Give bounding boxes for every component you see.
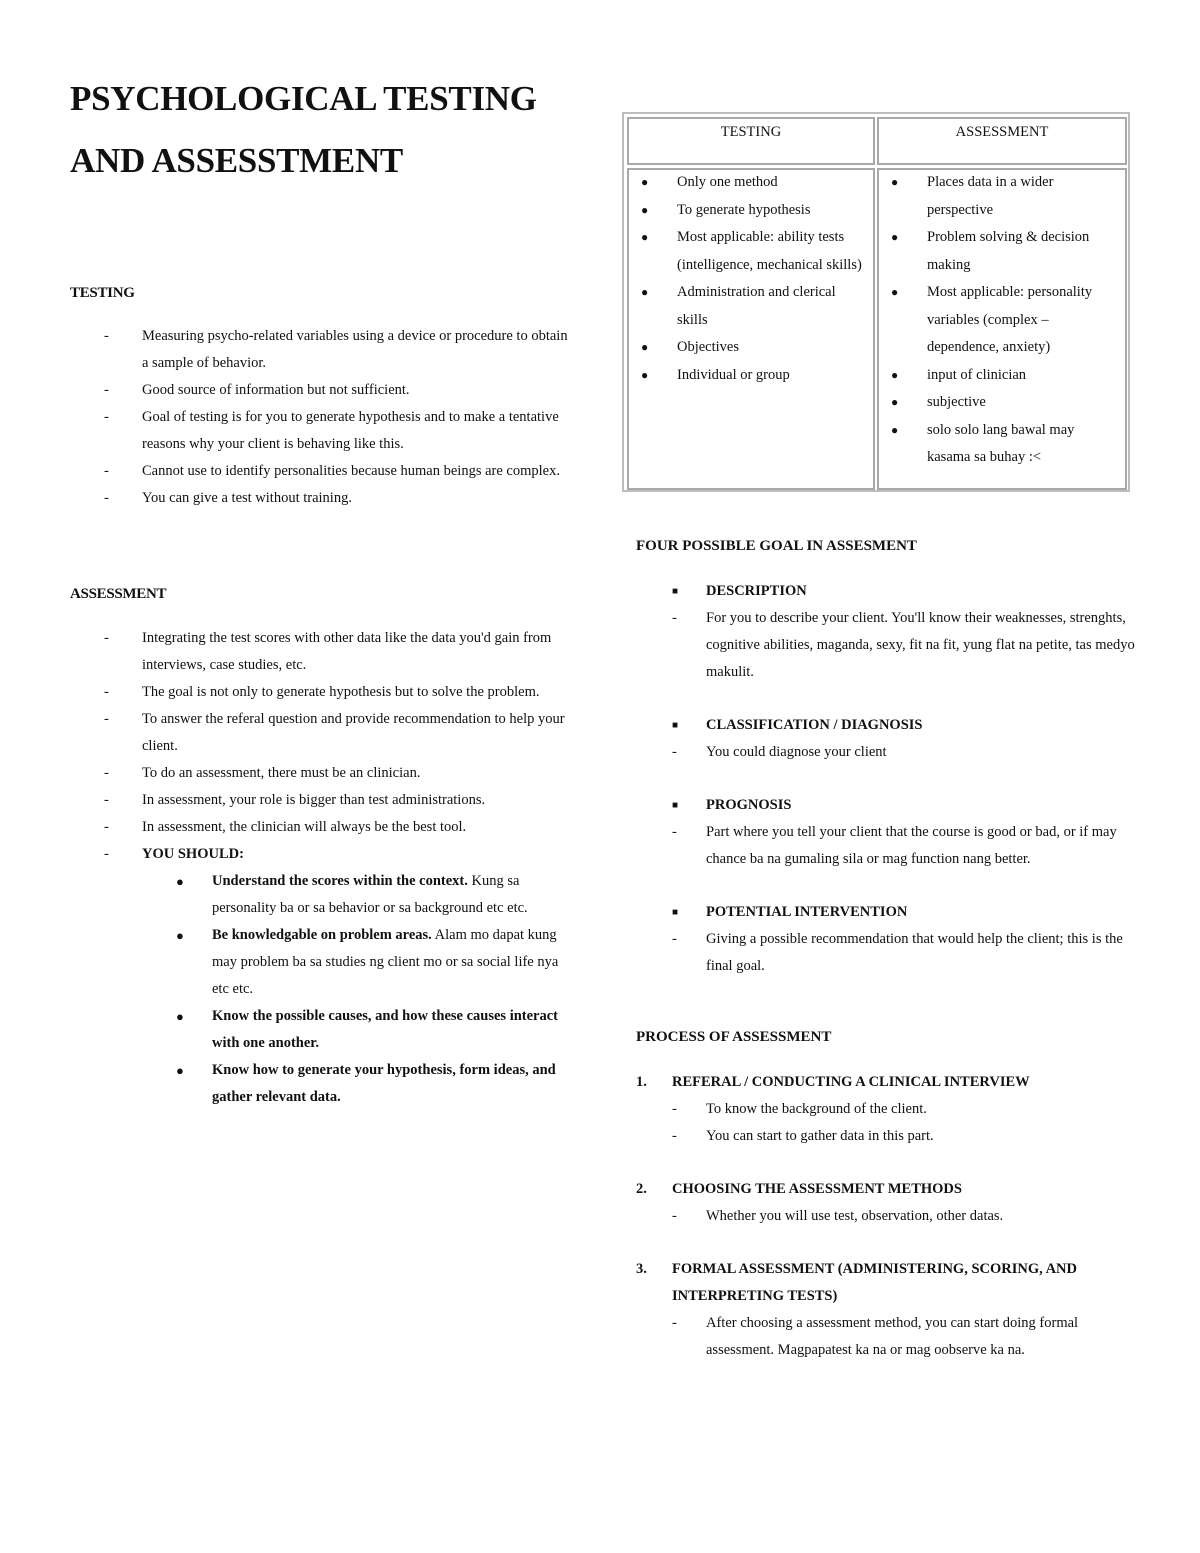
step-number: 2. xyxy=(636,1181,647,1197)
step-description: - To know the background of the client. xyxy=(636,1096,1136,1123)
bullet-icon: ● xyxy=(176,874,184,889)
you-should-list xyxy=(142,868,570,1111)
step-number: 3. xyxy=(636,1261,647,1277)
table-list-item: ● Most applicable: personality variables (complex – dependence, anxiety) xyxy=(879,279,1125,362)
spacer xyxy=(636,1150,1136,1176)
dash-marker: - xyxy=(104,382,109,398)
bullet-icon: ● xyxy=(641,367,649,382)
bullet-icon: ● xyxy=(891,422,899,437)
table-list-item: ● Objectives xyxy=(629,334,873,362)
process-steps-list xyxy=(636,1069,1136,1364)
process-heading: PROCESS OF ASSESSMENT xyxy=(636,1029,832,1045)
title-line-2: AND ASSESSTMENT xyxy=(70,141,403,180)
table-list-item: ● Places data in a wider perspective xyxy=(879,169,1125,224)
square-bullet-icon: ■ xyxy=(672,907,679,918)
table-header-assessment: ASSESSMENT xyxy=(877,117,1127,165)
list-item: - Integrating the test scores with other data like the data you'd gain from interviews, case studies, etc. xyxy=(70,625,570,679)
dash-marker: - xyxy=(104,684,109,700)
bullet-icon: ● xyxy=(891,230,899,244)
dash-marker: - xyxy=(672,824,677,840)
dash-marker: - xyxy=(672,1208,677,1224)
list-item-you-should: - YOU SHOULD: ● Understand the scores within the context. Kung sa personality ba or sa behavior or sa background etc etc. ● Be knowledgable on problem areas. Alam mo dapat kung may problem ba sa studies ng client mo or sa social life nya etc etc. ● Know the possible causes, and how these causes interact with one another. ● Know how to generate your hypothesis, form ideas, and gather relevant data. xyxy=(70,841,570,1111)
list-item: - You can give a test without training. xyxy=(70,485,570,512)
bullet-icon: ● xyxy=(891,395,899,409)
table-list-item: ● solo solo lang bawal may kasama sa buhay :< xyxy=(879,417,1125,472)
table-header-testing: TESTING xyxy=(627,117,875,165)
goal-title: ■ DESCRIPTION xyxy=(636,578,1136,605)
dash-marker: - xyxy=(672,610,677,626)
goals-heading: FOUR POSSIBLE GOAL IN ASSESMENT xyxy=(636,538,917,554)
step-title: 3. FORMAL ASSESSMENT (ADMINISTERING, SCORING, AND INTERPRETING TESTS) xyxy=(636,1256,1136,1310)
dash-marker: - xyxy=(104,846,109,862)
dash-marker: - xyxy=(104,765,109,781)
list-item: - The goal is not only to generate hypothesis but to solve the problem. xyxy=(70,679,570,706)
dash-marker: - xyxy=(672,931,677,947)
table-list-item: ● Most applicable: ability tests (intelligence, mechanical skills) xyxy=(629,224,873,279)
page-title xyxy=(70,68,537,192)
bullet-icon: ● xyxy=(891,367,899,382)
sub-list-item: ● Understand the scores within the context. Kung sa personality ba or sa behavior or sa background etc etc. xyxy=(142,868,570,922)
bullet-icon: ● xyxy=(176,1009,184,1024)
square-bullet-icon: ■ xyxy=(672,586,679,597)
dash-marker: - xyxy=(672,1128,677,1144)
table-cell-assessment xyxy=(877,168,1127,490)
bullet-icon: ● xyxy=(176,928,184,943)
list-item: - Measuring psycho-related variables using a device or procedure to obtain a sample of behavior. xyxy=(70,323,570,377)
bullet-icon: ● xyxy=(641,175,649,189)
table-list-item: ● Individual or group xyxy=(629,362,873,390)
goal-description: - For you to describe your client. You'll know their weaknesses, strenghts, cognitive abilities, maganda, sexy, fit na fit, yung flat na petite, tas medyo makulit. xyxy=(636,605,1136,686)
testing-heading: TESTING xyxy=(70,285,135,301)
bullet-icon: ● xyxy=(891,175,899,189)
sub-list-item: ● Know how to generate your hypothesis, form ideas, and gather relevant data. xyxy=(142,1057,570,1111)
sub-list-item: ● Be knowledgable on problem areas. Alam mo dapat kung may problem ba sa studies ng client mo or sa social life nya etc etc. xyxy=(142,922,570,1003)
spacer xyxy=(636,766,1136,792)
list-item: - Goal of testing is for you to generate hypothesis and to make a tentative reasons why your client is behaving like this. xyxy=(70,404,570,458)
testing-list xyxy=(70,323,570,512)
spacer xyxy=(636,873,1136,899)
bullet-icon: ● xyxy=(641,340,649,354)
bullet-icon: ● xyxy=(891,285,899,299)
bullet-icon: ● xyxy=(176,1063,184,1078)
dash-marker: - xyxy=(104,819,109,835)
goal-title: ■ PROGNOSIS xyxy=(636,792,1136,819)
square-bullet-icon: ■ xyxy=(672,800,679,811)
dash-marker: - xyxy=(672,1315,677,1331)
bullet-icon: ● xyxy=(641,230,649,244)
table-list-item: ● Only one method xyxy=(629,169,873,197)
table-list-item: ● Administration and clerical skills xyxy=(629,279,873,334)
table-list-item: ● To generate hypothesis xyxy=(629,197,873,225)
table-list-item: ● Problem solving & decision making xyxy=(879,224,1125,279)
dash-marker: - xyxy=(104,792,109,808)
goal-title: ■ CLASSIFICATION / DIAGNOSIS xyxy=(636,712,1136,739)
bullet-icon: ● xyxy=(641,285,649,299)
assessment-list xyxy=(70,625,570,1111)
list-item: - To answer the referal question and provide recommendation to help your client. xyxy=(70,706,570,760)
comparison-table xyxy=(622,112,1130,492)
goal-description: - You could diagnose your client xyxy=(636,739,1136,766)
sub-list-item: ● Know the possible causes, and how these causes interact with one another. xyxy=(142,1003,570,1057)
table-cell-testing xyxy=(627,168,875,490)
step-title: 2. CHOOSING THE ASSESSMENT METHODS xyxy=(636,1176,1136,1203)
table-list-item: ● subjective xyxy=(879,389,1125,417)
step-number: 1. xyxy=(636,1074,647,1090)
list-item: - To do an assessment, there must be an clinician. xyxy=(70,760,570,787)
list-item: - Good source of information but not sufficient. xyxy=(70,377,570,404)
dash-marker: - xyxy=(104,630,109,646)
step-description: - After choosing a assessment method, you can start doing formal assessment. Magpapatest ka na or mag oobserve ka na. xyxy=(636,1310,1136,1364)
testing-features-list xyxy=(629,169,873,389)
title-line-1: PSYCHOLOGICAL TESTING xyxy=(70,79,537,118)
spacer xyxy=(636,686,1136,712)
bullet-icon: ● xyxy=(641,202,649,217)
dash-marker: - xyxy=(672,1101,677,1117)
dash-marker: - xyxy=(104,463,109,479)
dash-marker: - xyxy=(104,711,109,727)
square-bullet-icon: ■ xyxy=(672,720,679,731)
goal-title: ■ POTENTIAL INTERVENTION xyxy=(636,899,1136,926)
dash-marker: - xyxy=(672,744,677,760)
step-description: - You can start to gather data in this part. xyxy=(636,1123,1136,1150)
step-title: 1. REFERAL / CONDUCTING A CLINICAL INTERVIEW xyxy=(636,1069,1136,1096)
goal-description: - Part where you tell your client that the course is good or bad, or if may chance ba na gumaling sila or mag function nang better. xyxy=(636,819,1136,873)
step-description: - Whether you will use test, observation, other datas. xyxy=(636,1203,1136,1230)
dash-marker: - xyxy=(104,409,109,425)
goal-description: - Giving a possible recommendation that would help the client; this is the final goal. xyxy=(636,926,1136,980)
list-item: - In assessment, the clinician will always be the best tool. xyxy=(70,814,570,841)
goals-list xyxy=(636,578,1136,980)
spacer xyxy=(636,1230,1136,1256)
dash-marker: - xyxy=(104,490,109,506)
list-item: - In assessment, your role is bigger than test administrations. xyxy=(70,787,570,814)
table-list-item: ● input of clinician xyxy=(879,362,1125,390)
assessment-features-list xyxy=(879,169,1125,472)
assessment-heading: ASSESSMENT xyxy=(70,586,167,602)
dash-marker: - xyxy=(104,328,109,344)
list-item: - Cannot use to identify personalities because human beings are complex. xyxy=(70,458,570,485)
